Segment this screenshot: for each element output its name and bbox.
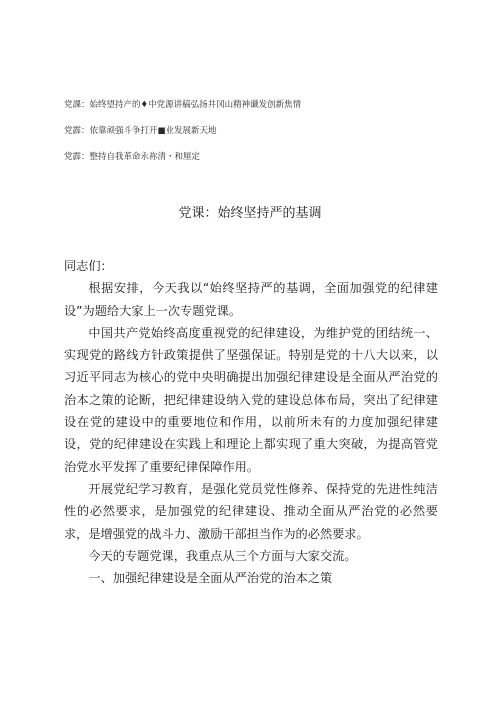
document-body [64, 255, 438, 589]
paragraph-3: 开展党纪学习教育，是强化党员党性修养、保持党的先进性纯洁性的必然要求，是加强党的纪律建设、推动全面从严治党的必然要求，是增强党的战斗力、激励干部担当作为的必然要求。 [64, 481, 438, 541]
related-article-link-3[interactable]: 党霹：整持自我革命永祢清・和厘定 [64, 152, 201, 162]
related-article-link-2[interactable]: 党霹：依靠顽强斗争打开■业发展新天地 [64, 126, 217, 136]
document-title: 党课：始终坚持严的基调 [178, 206, 322, 221]
related-article-link-1[interactable]: 党課：始终望持产的♦中党源讲稿弘扬井冈山精神谶发创新焦情 [64, 100, 302, 110]
section-heading-1: 一、加强纪律建设是全面从严治党的治本之策 [88, 571, 333, 586]
salutation: 同志们： [64, 259, 113, 273]
paragraph-1: 根据安排，今天我以“始终坚持严的基调，全面加强党的纪律建设”为题给大家上一次专题党课。 [64, 281, 438, 318]
paragraph-2: 中国共产党始终高度重视党的纪律建设，为维护党的团结统一、实现党的路线方针政策提供了坚强保证。特别是党的十八大以来，以习近平同志为核心的党中央明确提出加强纪律建设是全面从严治党的治本之策的论断，把纪律建设纳入党的建设总体布局，突出了纪律建设在党的建设中的重要地位和作用，以前所未有的力度加强纪律建设，党的纪律建设在实践上和理论上都实现了重大突破，为提高管党治党水平发挥了重要纪律保障作用。 [64, 325, 438, 474]
related-articles-list [64, 100, 464, 178]
paragraph-4: 今天的专题党课，我重点从三个方面与大家交流。 [88, 548, 357, 563]
